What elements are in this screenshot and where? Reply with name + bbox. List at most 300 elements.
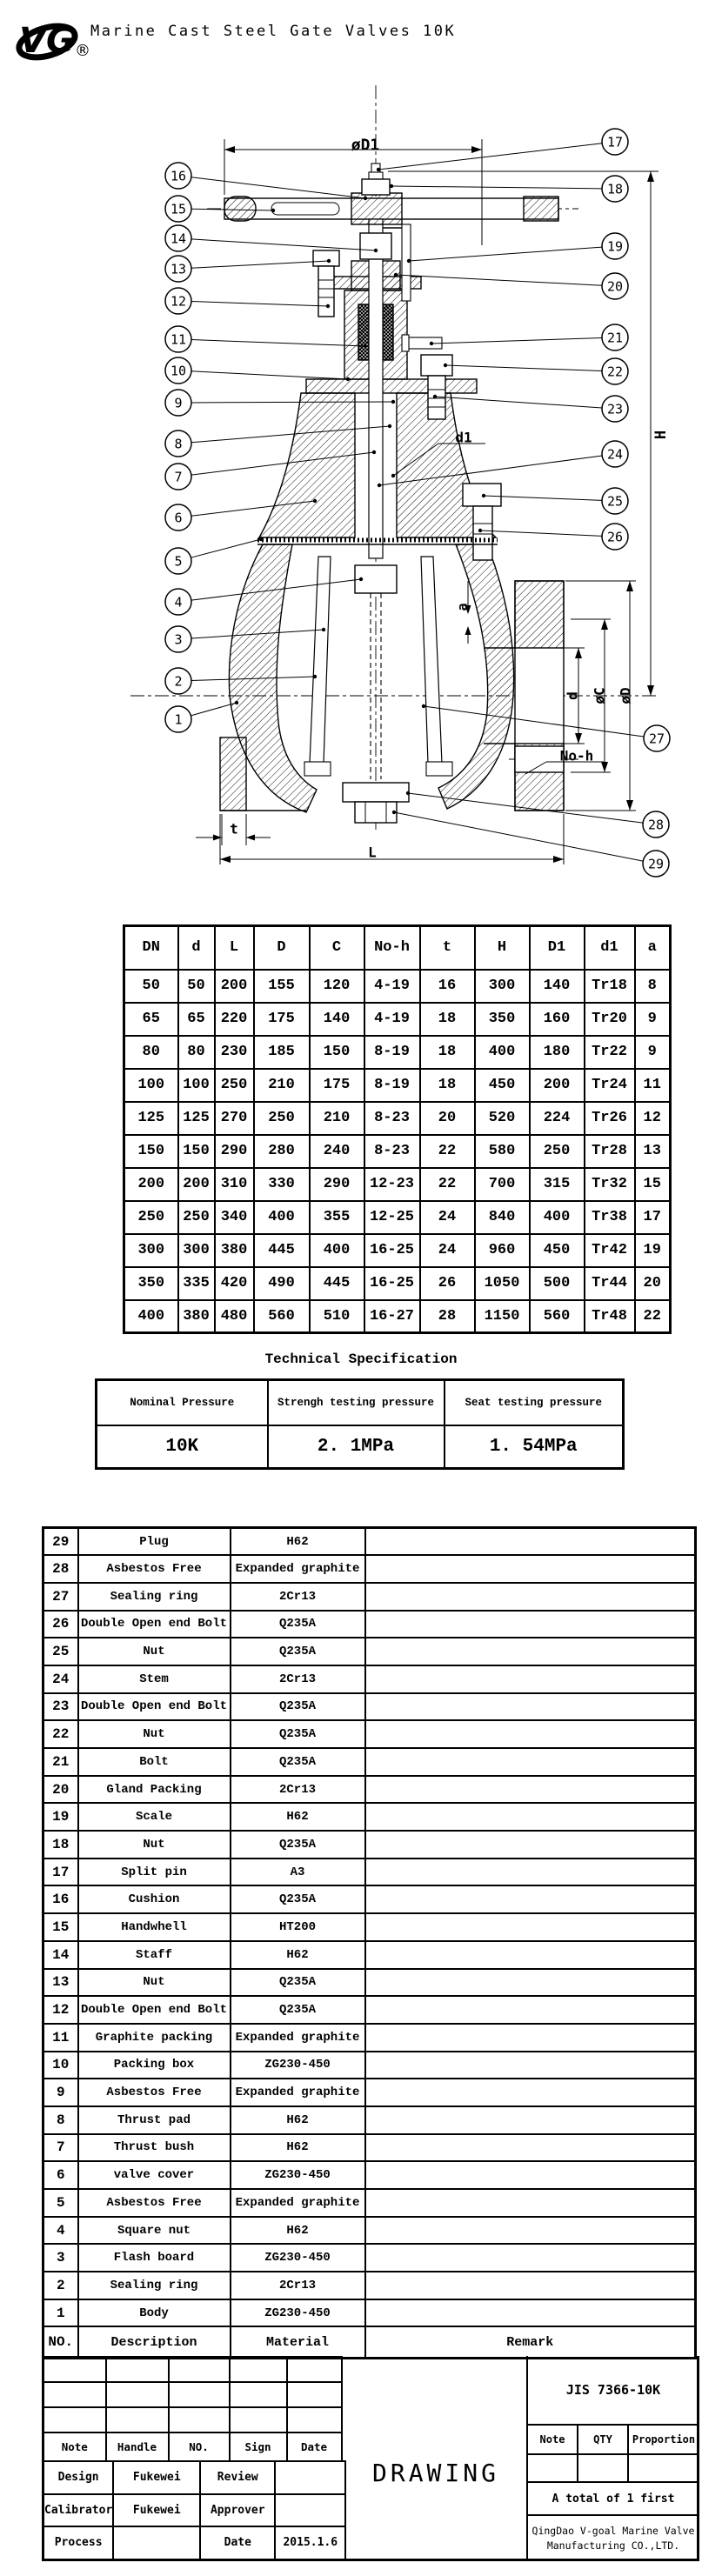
sign-row-Design	[43, 2461, 346, 2494]
parts-row-13	[43, 1969, 696, 1997]
part-material: Q235A	[231, 1720, 365, 1748]
dim-label-a: a	[454, 603, 471, 611]
parts-row-29	[43, 1528, 696, 1556]
dims-cell: 20	[635, 1267, 671, 1300]
part-remark	[365, 1803, 696, 1831]
sign-cell: Review	[200, 2461, 275, 2494]
part-no: 6	[43, 2161, 78, 2189]
parts-row-28	[43, 1555, 696, 1583]
dims-row-dn-300	[124, 1234, 671, 1267]
part-material: A3	[231, 1859, 365, 1886]
part-material: 2Cr13	[231, 2272, 365, 2299]
dims-cell: 400	[475, 1036, 530, 1069]
callout-number-20: 20	[606, 278, 624, 295]
part-description: Flash board	[78, 2244, 231, 2272]
dims-row-dn-400	[124, 1300, 671, 1333]
dims-cell: 50	[124, 970, 178, 1003]
callout-number-15: 15	[170, 201, 187, 217]
dims-cell: 8-19	[364, 1036, 420, 1069]
part-material: H62	[231, 1528, 365, 1556]
sign-cell: Date	[200, 2526, 275, 2559]
part-remark	[365, 1969, 696, 1997]
callout-dot	[482, 494, 485, 497]
dims-cell: 100	[124, 1069, 178, 1102]
callout-dot	[388, 424, 391, 428]
parts-row-3	[43, 2244, 696, 2272]
parts-row-14	[43, 1941, 696, 1969]
dims-cell: Tr26	[585, 1102, 635, 1135]
qty-empty-row	[528, 2455, 699, 2483]
dims-cell: 18	[420, 1003, 475, 1036]
dims-cell: 16-25	[364, 1267, 420, 1300]
sign-grid-cell	[169, 2382, 230, 2407]
callout-number-6: 6	[174, 510, 183, 526]
dims-cell: 180	[530, 1036, 585, 1069]
dims-col-header-C: C	[310, 926, 364, 970]
part-material: Q235A	[231, 1969, 365, 1997]
sign-grid-cell	[43, 2407, 106, 2433]
part-no: 25	[43, 1638, 78, 1665]
dims-row-dn-250	[124, 1201, 671, 1234]
part-description: Thrust bush	[78, 2134, 231, 2162]
company-line1: QingDao V-goal Marine Valve	[531, 2524, 695, 2537]
callout-leader	[378, 143, 602, 170]
parts-row-16	[43, 1885, 696, 1913]
part-material: 2Cr13	[231, 1776, 365, 1804]
part-description: Gland Packing	[78, 1776, 231, 1804]
callout-number-19: 19	[606, 238, 624, 255]
dims-cell: 335	[178, 1267, 215, 1300]
dims-cell: 960	[475, 1234, 530, 1267]
drawing-label: DRAWING	[371, 2459, 499, 2487]
qty-empty-cell	[629, 2455, 699, 2481]
dims-cell: 9	[635, 1036, 671, 1069]
callout-leader	[431, 337, 602, 344]
dims-cell: 290	[310, 1168, 364, 1201]
part-material: Q235A	[231, 1831, 365, 1859]
parts-row-10	[43, 2052, 696, 2079]
dims-cell: 150	[124, 1135, 178, 1168]
dims-cell: 510	[310, 1300, 364, 1333]
part-material: ZG230-450	[231, 2052, 365, 2079]
title-block	[42, 2356, 699, 2561]
dims-cell: Tr42	[585, 1234, 635, 1267]
dims-cell: 400	[254, 1201, 310, 1234]
part-no: 1	[43, 2299, 78, 2327]
parts-row-15	[43, 1913, 696, 1941]
dim-label-øD1: øD1	[351, 136, 380, 155]
dims-cell: 480	[215, 1300, 254, 1333]
dims-cell: 12-23	[364, 1168, 420, 1201]
dims-row-dn-80	[124, 1036, 671, 1069]
spec-header-nominal: Nominal Pressure	[97, 1380, 268, 1425]
part-description: Nut	[78, 1638, 231, 1665]
part-description: Asbestos Free	[78, 1555, 231, 1583]
dims-cell: 380	[215, 1234, 254, 1267]
callout-dot	[326, 304, 330, 308]
sign-grid-cell	[287, 2357, 342, 2382]
dims-row-dn-125	[124, 1102, 671, 1135]
dim-label-No-h: No-h	[559, 747, 594, 764]
sign-row-Process	[43, 2526, 346, 2559]
dims-cell: 270	[215, 1102, 254, 1135]
parts-row-12	[43, 1996, 696, 2024]
dims-cell: 140	[530, 970, 585, 1003]
callout-leader	[409, 247, 602, 261]
callout-leader	[191, 371, 348, 379]
sign-grid-cell	[230, 2357, 287, 2382]
dims-cell: 500	[530, 1267, 585, 1300]
part-material: H62	[231, 2217, 365, 2245]
dims-cell: 150	[178, 1135, 215, 1168]
parts-row-1	[43, 2299, 696, 2327]
callout-dot	[390, 184, 393, 188]
callout-dot	[433, 395, 437, 398]
parts-row-24	[43, 1665, 696, 1693]
part-no: 8	[43, 2106, 78, 2134]
part-description: Asbestos Free	[78, 2189, 231, 2217]
dims-cell: 250	[254, 1102, 310, 1135]
dims-cell: 340	[215, 1201, 254, 1234]
sign-cell: Approver	[200, 2494, 275, 2527]
dims-cell: 380	[178, 1300, 215, 1333]
sign-grid-empty-row	[43, 2382, 342, 2407]
part-no: 2	[43, 2272, 78, 2299]
part-description: Thrust pad	[78, 2106, 231, 2134]
part-remark	[365, 2024, 696, 2052]
callout-dot	[406, 791, 410, 795]
dims-cell: 18	[420, 1069, 475, 1102]
callout-number-10: 10	[170, 363, 187, 379]
dims-cell: 80	[178, 1036, 215, 1069]
dims-row-dn-100	[124, 1069, 671, 1102]
dims-cell: 1050	[475, 1267, 530, 1300]
sign-header-Note: Note	[43, 2433, 106, 2461]
dim-label-H: H	[652, 430, 670, 440]
part-remark	[365, 1831, 696, 1859]
parts-row-4	[43, 2217, 696, 2245]
sign-cell: Fukewei	[113, 2494, 200, 2527]
dims-cell: 450	[475, 1069, 530, 1102]
callout-number-29: 29	[647, 856, 665, 872]
sign-header-row	[43, 2433, 342, 2461]
callout-dot	[394, 273, 398, 277]
parts-row-23	[43, 1693, 696, 1721]
parts-table-header-row	[43, 2326, 696, 2358]
part-description: Square nut	[78, 2217, 231, 2245]
dims-cell: 4-19	[364, 970, 420, 1003]
part-remark	[365, 1748, 696, 1776]
parts-row-7	[43, 2134, 696, 2162]
dim-label-d1: d1	[455, 429, 472, 446]
callout-number-3: 3	[174, 631, 183, 648]
spec-header-seat: Seat testing pressure	[445, 1380, 624, 1425]
dims-cell: 224	[530, 1102, 585, 1135]
dims-cell: 560	[254, 1300, 310, 1333]
callout-leader	[191, 426, 390, 443]
part-remark	[365, 1693, 696, 1721]
part-remark	[365, 2134, 696, 2162]
callout-number-1: 1	[174, 711, 183, 728]
part-no: 18	[43, 1831, 78, 1859]
callout-dot	[391, 400, 395, 404]
registered-trademark: ®	[75, 42, 90, 60]
callout-leader	[191, 703, 237, 716]
part-remark	[365, 1638, 696, 1665]
part-remark	[365, 1720, 696, 1748]
part-remark	[365, 1611, 696, 1638]
part-no: 28	[43, 1555, 78, 1583]
parts-header-remark: Remark	[365, 2326, 696, 2358]
dimension-table	[123, 924, 672, 1334]
callout-number-11: 11	[170, 331, 187, 348]
part-remark	[365, 1583, 696, 1611]
callout-number-13: 13	[170, 261, 187, 277]
part-description: Double Open end Bolt	[78, 1611, 231, 1638]
dims-cell: 125	[178, 1102, 215, 1135]
spec-header-strength: Strengh testing pressure	[268, 1380, 445, 1425]
part-description: Plug	[78, 1528, 231, 1556]
callout-leader	[191, 539, 261, 557]
dims-cell: 450	[530, 1234, 585, 1267]
dims-cell: Tr44	[585, 1267, 635, 1300]
parts-row-6	[43, 2161, 696, 2189]
sign-grid-cell	[169, 2357, 230, 2382]
callout-dot	[444, 364, 447, 367]
part-description: Split pin	[78, 1859, 231, 1886]
dims-cell: 24	[420, 1201, 475, 1234]
dims-cell: 220	[215, 1003, 254, 1036]
dims-cell: 16	[420, 970, 475, 1003]
part-no: 20	[43, 1776, 78, 1804]
part-remark	[365, 1555, 696, 1583]
parts-header-description: Description	[78, 2326, 231, 2358]
part-no: 21	[43, 1748, 78, 1776]
part-material: ZG230-450	[231, 2299, 365, 2327]
standard-code: JIS 7366-10K	[528, 2356, 699, 2426]
dims-cell: 250	[215, 1069, 254, 1102]
part-description: Double Open end Bolt	[78, 1693, 231, 1721]
part-description: Bolt	[78, 1748, 231, 1776]
part-description: Nut	[78, 1831, 231, 1859]
dims-cell: 19	[635, 1234, 671, 1267]
callout-dot	[235, 701, 238, 704]
callout-dot	[392, 811, 396, 814]
part-no: 14	[43, 1941, 78, 1969]
dims-cell: Tr22	[585, 1036, 635, 1069]
callout-leader	[394, 812, 643, 861]
spec-value-nominal: 10K	[97, 1425, 268, 1469]
part-remark	[365, 1996, 696, 2024]
spec-table	[95, 1378, 625, 1470]
callout-leader	[396, 275, 602, 285]
dims-cell: 140	[310, 1003, 364, 1036]
part-material: Q235A	[231, 1748, 365, 1776]
dims-cell: 840	[475, 1201, 530, 1234]
callout-dot	[377, 168, 380, 171]
company-logo-icon	[16, 7, 78, 70]
dims-cell: 490	[254, 1267, 310, 1300]
callout-dot	[478, 529, 482, 532]
part-description: Stem	[78, 1665, 231, 1693]
total-label: A total of 1 first	[528, 2483, 699, 2516]
part-material: Expanded graphite	[231, 2024, 365, 2052]
callout-number-8: 8	[174, 436, 183, 452]
dims-col-header-DN: DN	[124, 926, 178, 970]
dim-label-d: d	[564, 691, 581, 700]
sign-cell: Design	[43, 2461, 114, 2494]
part-description: Scale	[78, 1803, 231, 1831]
callout-number-17: 17	[606, 134, 624, 150]
part-no: 24	[43, 1665, 78, 1693]
part-no: 5	[43, 2189, 78, 2217]
part-material: Q235A	[231, 1611, 365, 1638]
dims-cell: 210	[254, 1069, 310, 1102]
page-title: Marine Cast Steel Gate Valves 10K	[90, 23, 457, 40]
callout-leader	[191, 402, 393, 403]
part-material: Expanded graphite	[231, 2189, 365, 2217]
dims-cell: 240	[310, 1135, 364, 1168]
part-material: 2Cr13	[231, 1583, 365, 1611]
callout-number-7: 7	[174, 469, 183, 485]
dims-cell: 8-19	[364, 1069, 420, 1102]
dims-col-header-H: H	[475, 926, 530, 970]
callout-number-25: 25	[606, 493, 624, 510]
part-no: 12	[43, 1996, 78, 2024]
dims-cell: 12	[635, 1102, 671, 1135]
dims-cell: 22	[635, 1300, 671, 1333]
qty-header-proportion: Proportion	[632, 2433, 696, 2446]
dims-col-header-d: d	[178, 926, 215, 970]
parts-row-11	[43, 2024, 696, 2052]
part-no: 4	[43, 2217, 78, 2245]
part-no: 11	[43, 2024, 78, 2052]
dims-cell: 300	[124, 1234, 178, 1267]
dims-cell: 65	[124, 1003, 178, 1036]
dims-cell: 160	[530, 1003, 585, 1036]
dims-cell: 155	[254, 970, 310, 1003]
callout-leader	[191, 261, 329, 268]
parts-row-5	[43, 2189, 696, 2217]
callout-leader	[435, 397, 602, 408]
part-material: Q235A	[231, 1693, 365, 1721]
parts-row-21	[43, 1748, 696, 1776]
valve-section-drawing	[0, 70, 722, 887]
dims-cell: 1150	[475, 1300, 530, 1333]
callout-number-26: 26	[606, 529, 624, 545]
part-description: Nut	[78, 1720, 231, 1748]
dims-cell: 310	[215, 1168, 254, 1201]
dims-row-dn-350	[124, 1267, 671, 1300]
sign-grid-cell	[230, 2407, 287, 2433]
callout-dot	[364, 344, 367, 348]
part-material: Expanded graphite	[231, 2079, 365, 2106]
part-no: 9	[43, 2079, 78, 2106]
dims-cell: 65	[178, 1003, 215, 1036]
part-remark	[365, 1885, 696, 1913]
parts-header-material: Material	[231, 2326, 365, 2358]
sign-cell	[113, 2526, 200, 2559]
dims-cell: 420	[215, 1267, 254, 1300]
parts-header-no: NO.	[43, 2326, 78, 2358]
dims-col-header-a: a	[635, 926, 671, 970]
dims-cell: 300	[178, 1234, 215, 1267]
callout-leader	[191, 239, 376, 250]
title-block-right	[526, 2356, 699, 2559]
callout-number-16: 16	[170, 168, 187, 184]
callout-leader	[391, 186, 602, 189]
part-material: Q235A	[231, 1996, 365, 2024]
dims-cell: 22	[420, 1168, 475, 1201]
part-remark	[365, 2299, 696, 2327]
callout-dot	[364, 197, 367, 200]
dims-cell: 4-19	[364, 1003, 420, 1036]
parts-row-18	[43, 1831, 696, 1859]
callout-dot	[430, 342, 433, 345]
dims-cell: 17	[635, 1201, 671, 1234]
part-description: Body	[78, 2299, 231, 2327]
callout-dot	[271, 209, 275, 212]
dims-cell: 175	[310, 1069, 364, 1102]
part-description: Sealing ring	[78, 1583, 231, 1611]
part-no: 3	[43, 2244, 78, 2272]
parts-row-9	[43, 2079, 696, 2106]
dims-cell: Tr24	[585, 1069, 635, 1102]
callout-number-21: 21	[606, 330, 624, 346]
part-remark	[365, 2161, 696, 2189]
sign-grid-cell	[43, 2357, 106, 2382]
dims-cell: 445	[254, 1234, 310, 1267]
dims-cell: 80	[124, 1036, 178, 1069]
sign-grid-cell	[169, 2407, 230, 2433]
signature-grid	[42, 2356, 343, 2462]
part-description: Staff	[78, 1941, 231, 1969]
dims-cell: 250	[530, 1135, 585, 1168]
dims-col-header-t: t	[420, 926, 475, 970]
dims-col-header-L: L	[215, 926, 254, 970]
dims-cell: 125	[124, 1102, 178, 1135]
dims-cell: Tr18	[585, 970, 635, 1003]
dims-cell: 12-25	[364, 1201, 420, 1234]
part-material: Q235A	[231, 1638, 365, 1665]
parts-row-20	[43, 1776, 696, 1804]
dims-cell: 355	[310, 1201, 364, 1234]
dims-cell: 400	[530, 1201, 585, 1234]
dims-cell: 200	[124, 1168, 178, 1201]
dims-cell: 350	[124, 1267, 178, 1300]
dims-row-dn-200	[124, 1168, 671, 1201]
dims-cell: 520	[475, 1102, 530, 1135]
part-remark	[365, 2217, 696, 2245]
part-no: 17	[43, 1859, 78, 1886]
part-material: H62	[231, 2106, 365, 2134]
dims-cell: Tr48	[585, 1300, 635, 1333]
qty-empty-cell	[528, 2455, 578, 2481]
callout-dot	[327, 259, 331, 263]
part-no: 22	[43, 1720, 78, 1748]
part-no: 19	[43, 1803, 78, 1831]
dims-cell: 200	[178, 1168, 215, 1201]
callout-leader	[191, 340, 365, 346]
parts-row-17	[43, 1859, 696, 1886]
parts-row-26	[43, 1611, 696, 1638]
callout-number-24: 24	[606, 446, 624, 463]
part-description: Packing box	[78, 2052, 231, 2079]
parts-list-table	[42, 1526, 697, 2359]
dims-cell: 580	[475, 1135, 530, 1168]
company-name	[528, 2516, 699, 2561]
spec-header-row	[97, 1380, 624, 1425]
